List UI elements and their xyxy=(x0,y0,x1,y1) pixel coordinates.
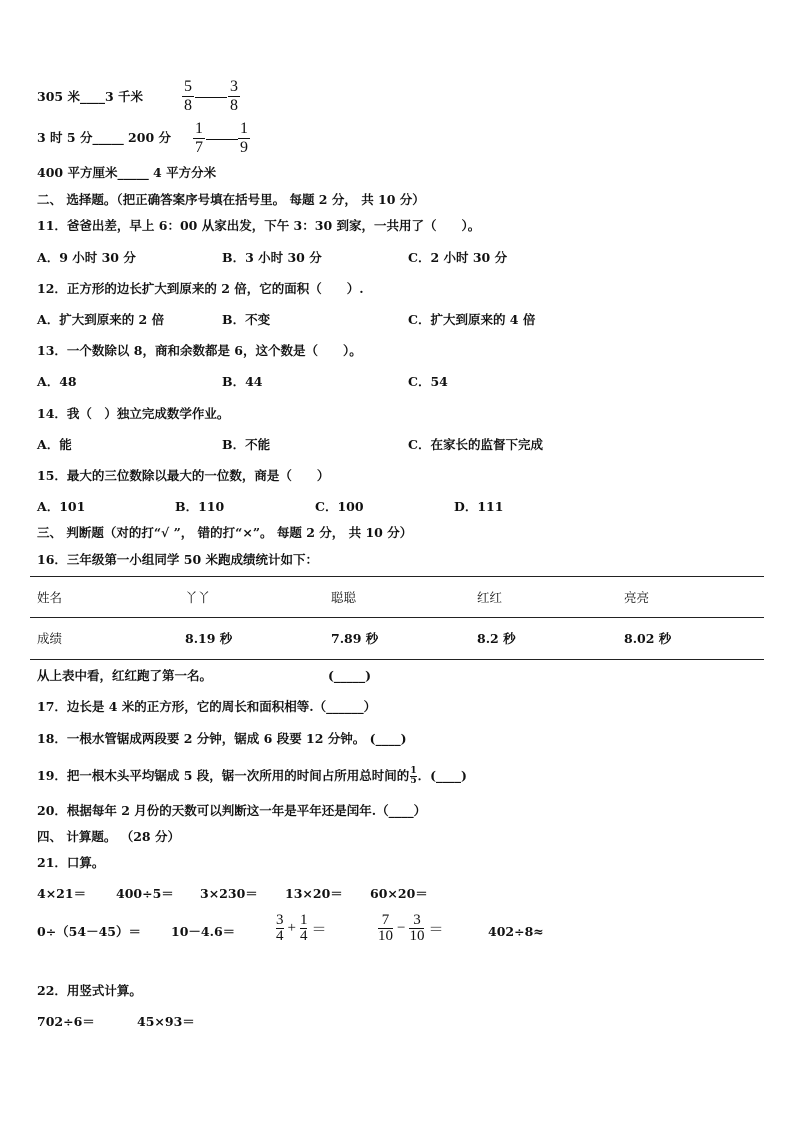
section-3-title: 三、 判断题（对的打“√ ”， 错的打“×”。 每题 2 分， 共 10 分） xyxy=(37,525,413,540)
question-13: 13．一个数除以 8，商和余数都是 6，这个数是（ ）。 xyxy=(37,343,362,358)
table-rule-top xyxy=(30,576,764,577)
q15-option-d: D．111 xyxy=(454,499,504,514)
q16-statement: 从上表中看，红红跑了第一名。 xyxy=(37,668,213,683)
question-17: 17．边长是 4 米的正方形，它的周长和面积相等.（______） xyxy=(37,699,377,714)
fraction-1-5: $\frac{1}{5}$ xyxy=(410,766,417,786)
section-2-title: 二、 选择题。（把正确答案序号填在括号里。 每题 2 分， 共 10 分） xyxy=(37,192,425,207)
fraction-1-7: 1 7 xyxy=(195,120,203,156)
question-11: 11．爸爸出差，早上 6：00 从家出发，下午 3：30 到家，一共用了（ ）。 xyxy=(37,218,481,233)
calc-item: 10－4.6＝ xyxy=(171,924,236,939)
table-cell: 8.2 秒 xyxy=(477,631,516,646)
calc-item: 3×230＝ xyxy=(200,886,258,901)
question-19: 19．把一根木头平均锯成 5 段，锯一次所用的时间占所用总时间的 $\frac{1}{5}$ ．(____) xyxy=(37,766,467,786)
q15-option-c: C．100 xyxy=(315,499,364,514)
calc-item: 702÷6＝ xyxy=(37,1014,95,1029)
question-22: 22．用竖式计算。 xyxy=(37,983,142,998)
question-20: 20．根据每年 2 月份的天数可以判断这一年是平年还是闰年.（____） xyxy=(37,803,427,818)
table-rule-middle xyxy=(30,617,764,618)
q12-option-b: B．不变 xyxy=(222,312,271,327)
table-header-honghong: 红红 xyxy=(477,590,503,605)
fraction-5-8: 5 8 xyxy=(184,78,192,114)
q14-option-c: C．在家长的监督下完成 xyxy=(408,437,543,452)
table-header-name: 姓名 xyxy=(37,590,63,605)
fraction-expression-1: 3 4 + $\frac{1}{4}$ ＝ xyxy=(276,912,327,944)
question-18: 18．一根水管锯成两段要 2 分钟，锯成 6 段要 12 分钟。 (____) xyxy=(37,731,407,746)
q12-option-a: A．扩大到原来的 2 倍 xyxy=(37,312,165,327)
compare-row-2: 3 时 5 分_____ 200 分 xyxy=(37,130,171,145)
q11-option-c: C．2 小时 30 分 xyxy=(408,250,508,265)
q16-answer-blank[interactable]: (_____) xyxy=(328,668,372,683)
q15-option-a: A．101 xyxy=(37,499,86,514)
calc-item: 60×20＝ xyxy=(370,886,428,901)
question-16: 16．三年级第一小组同学 50 米跑成绩统计如下： xyxy=(37,552,318,567)
q11-option-a: A．9 小时 30 分 xyxy=(37,250,136,265)
table-header-yaya: 丫丫 xyxy=(185,590,211,605)
calc-item: 45×93＝ xyxy=(137,1014,195,1029)
q13-option-b: B．44 xyxy=(222,374,263,389)
table-cell: 7.89 秒 xyxy=(331,631,379,646)
question-21: 21．口算。 xyxy=(37,855,105,870)
table-header-liangliang: 亮亮 xyxy=(624,590,650,605)
q12-option-c: C．扩大到原来的 4 倍 xyxy=(408,312,536,327)
table-cell: 8.02 秒 xyxy=(624,631,672,646)
q14-option-b: B．不能 xyxy=(222,437,271,452)
table-cell: 8.19 秒 xyxy=(185,631,233,646)
question-15: 15．最大的三位数除以最大的一位数，商是（ ） xyxy=(37,468,330,483)
question-12: 12．正方形的边长扩大到原来的 2 倍，它的面积（ ）. xyxy=(37,281,364,296)
q11-option-b: B．3 小时 30 分 xyxy=(222,250,322,265)
table-cell-score-label: 成绩 xyxy=(37,631,63,646)
calc-item: 402÷8≈ xyxy=(488,924,544,939)
calc-item: 13×20＝ xyxy=(285,886,343,901)
compare-row-3: 400 平方厘米_____ 4 平方分米 xyxy=(37,165,217,180)
calc-item: 4×21＝ xyxy=(37,886,87,901)
fraction-expression-2: 7 10 − $\frac{3}{10}$ ＝ xyxy=(378,912,444,944)
table-header-congcong: 聪聪 xyxy=(331,590,357,605)
q15-option-b: B．110 xyxy=(175,499,225,514)
q14-option-a: A．能 xyxy=(37,437,72,452)
compare-row-1: 305 米____3 千米 xyxy=(37,89,143,104)
calc-item: 400÷5＝ xyxy=(116,886,174,901)
q13-option-c: C．54 xyxy=(408,374,448,389)
fraction-3-8: 3 8 xyxy=(230,78,238,114)
compare-blank-line xyxy=(206,139,238,140)
section-4-title: 四、 计算题。 （28 分） xyxy=(37,829,180,844)
table-rule-bottom xyxy=(30,659,764,660)
question-14: 14．我（ ）独立完成数学作业。 xyxy=(37,406,230,421)
q13-option-a: A．48 xyxy=(37,374,77,389)
compare-blank-line xyxy=(195,97,227,98)
fraction-1-9: 1 9 xyxy=(240,120,248,156)
calc-item: 0÷（54－45）＝ xyxy=(37,924,141,939)
